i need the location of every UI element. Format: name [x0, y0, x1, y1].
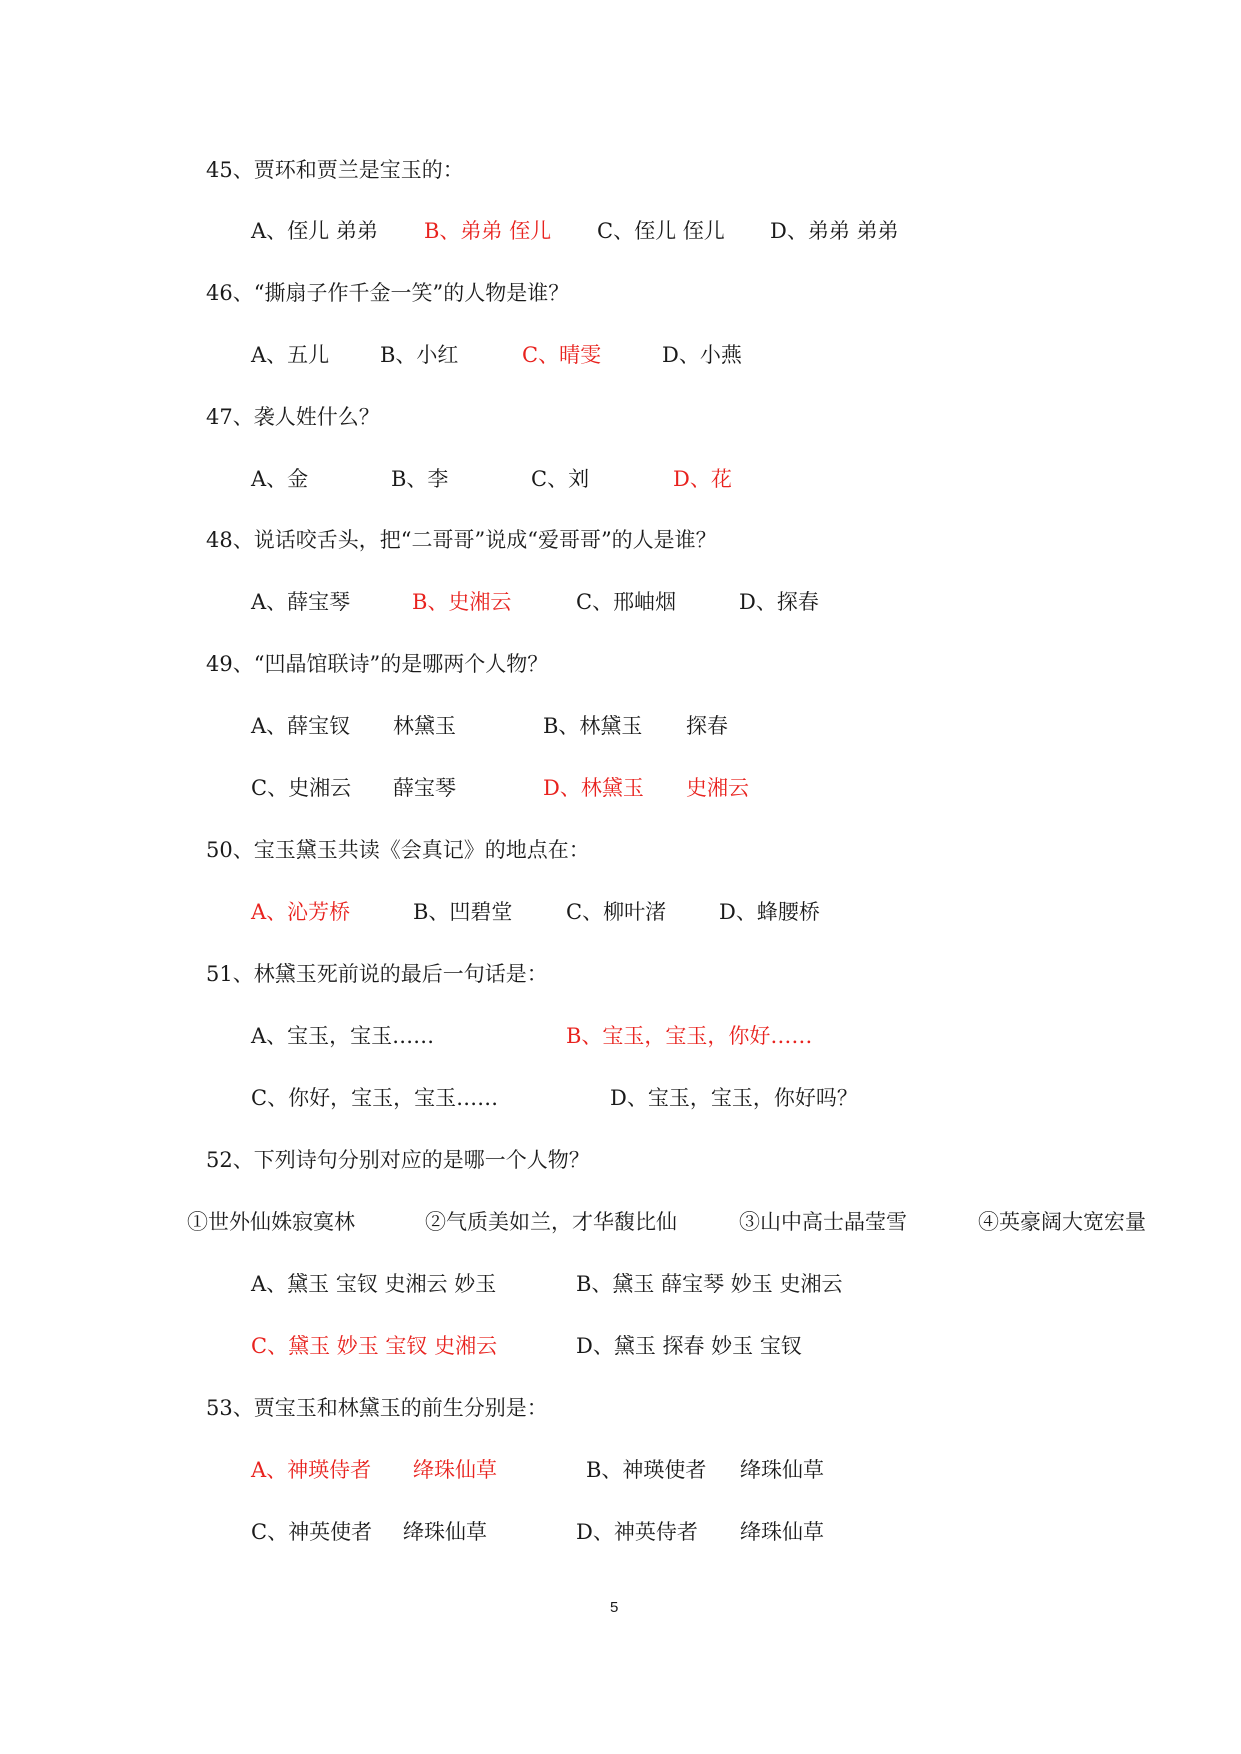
option-47-a: A、金 [251, 467, 309, 491]
question-text: 贾宝玉和林黛玉的前生分别是： [253, 1396, 548, 1420]
question-number: 48、 [206, 528, 254, 552]
option-45-b: B、弟弟 侄儿 [424, 219, 552, 243]
question-text: 宝玉黛玉共读《会真记》的地点在： [253, 838, 590, 862]
option-53-c: C、神英使者 [251, 1520, 373, 1544]
option-51-b: B、宝玉，宝玉，你好…… [566, 1024, 813, 1048]
option-47-c: C、刘 [531, 467, 590, 491]
option-46-d: D、小燕 [662, 343, 742, 367]
option-50-c: C、柳叶渚 [566, 900, 667, 924]
question-45 [206, 157, 464, 183]
page-number: 5 [610, 1599, 619, 1616]
option-49-c: C、史湘云 [251, 776, 352, 800]
poem-line-3: ③山中高士晶莹雪 [739, 1210, 907, 1234]
question-52 [206, 1147, 590, 1173]
question-53 [206, 1395, 548, 1421]
option-53-d-second: 绛珠仙草 [740, 1520, 824, 1544]
question-number: 53、 [206, 1396, 254, 1420]
option-49-a: A、薛宝钗 [251, 714, 351, 738]
question-51 [206, 961, 548, 987]
option-50-b: B、凹碧堂 [413, 900, 513, 924]
option-53-a: A、神瑛侍者 [251, 1458, 372, 1482]
option-49-d-second: 史湘云 [686, 776, 749, 800]
question-49 [206, 651, 548, 677]
question-47 [206, 404, 380, 430]
poem-line-4: ④英豪阔大宽宏量 [978, 1210, 1146, 1234]
option-50-d: D、蜂腰桥 [719, 900, 820, 924]
option-49-b-second: 探春 [686, 714, 728, 738]
option-51-a: A、宝玉，宝玉…… [251, 1024, 435, 1048]
option-45-c: C、侄儿 侄儿 [597, 219, 725, 243]
option-48-d: D、探春 [739, 590, 819, 614]
option-50-a: A、沁芳桥 [251, 900, 351, 924]
option-49-c-second: 薛宝琴 [393, 776, 456, 800]
option-48-a: A、薛宝琴 [251, 590, 351, 614]
poem-line-2: ②气质美如兰，才华馥比仙 [425, 1210, 677, 1234]
option-46-a: A、五儿 [251, 343, 330, 367]
question-text: “撕扇子作千金一笑”的人物是谁？ [253, 281, 570, 305]
question-48 [206, 527, 717, 553]
option-52-b: B、黛玉 薛宝琴 妙玉 史湘云 [576, 1272, 843, 1296]
option-46-b: B、小红 [380, 343, 459, 367]
option-52-a: A、黛玉 宝钗 史湘云 妙玉 [251, 1272, 497, 1296]
question-number: 47、 [206, 405, 254, 429]
option-51-d: D、宝玉，宝玉，你好吗？ [610, 1086, 858, 1110]
option-49-b: B、林黛玉 [543, 714, 643, 738]
question-text: “凹晶馆联诗”的是哪两个人物？ [253, 652, 549, 676]
option-49-a-second: 林黛玉 [393, 714, 456, 738]
option-52-c: C、黛玉 妙玉 宝钗 史湘云 [251, 1334, 498, 1358]
question-number: 52、 [206, 1148, 254, 1172]
option-45-a: A、侄儿 弟弟 [251, 219, 378, 243]
option-49-d: D、林黛玉 [543, 776, 644, 800]
option-53-b: B、神瑛使者 [586, 1458, 707, 1482]
question-text: 林黛玉死前说的最后一句话是： [253, 962, 548, 986]
option-53-b-second: 绛珠仙草 [740, 1458, 824, 1482]
poem-line-1: ①世外仙姝寂寞林 [187, 1210, 355, 1234]
option-52-d: D、黛玉 探春 妙玉 宝钗 [576, 1334, 802, 1358]
question-text: 说话咬舌头，把“二哥哥”说成“爱哥哥”的人是谁？ [253, 528, 717, 552]
question-text: 下列诗句分别对应的是哪一个人物？ [253, 1148, 590, 1172]
option-48-c: C、邢岫烟 [576, 590, 677, 614]
option-47-d: D、花 [673, 467, 732, 491]
question-46 [206, 280, 569, 306]
option-47-b: B、李 [391, 467, 449, 491]
question-number: 49、 [206, 652, 254, 676]
question-number: 46、 [206, 281, 254, 305]
question-number: 51、 [206, 962, 254, 986]
question-text: 贾环和贾兰是宝玉的： [253, 158, 464, 182]
question-number: 50、 [206, 838, 254, 862]
option-45-d: D、弟弟 弟弟 [770, 219, 899, 243]
option-53-c-second: 绛珠仙草 [403, 1520, 487, 1544]
option-53-d: D、神英侍者 [576, 1520, 698, 1544]
option-51-c: C、你好，宝玉，宝玉…… [251, 1086, 499, 1110]
option-53-a-second: 绛珠仙草 [413, 1458, 497, 1482]
option-46-c: C、晴雯 [522, 343, 602, 367]
question-number: 45、 [206, 158, 254, 182]
option-48-b: B、史湘云 [412, 590, 512, 614]
question-text: 袭人姓什么？ [253, 405, 380, 429]
question-50 [206, 837, 590, 863]
